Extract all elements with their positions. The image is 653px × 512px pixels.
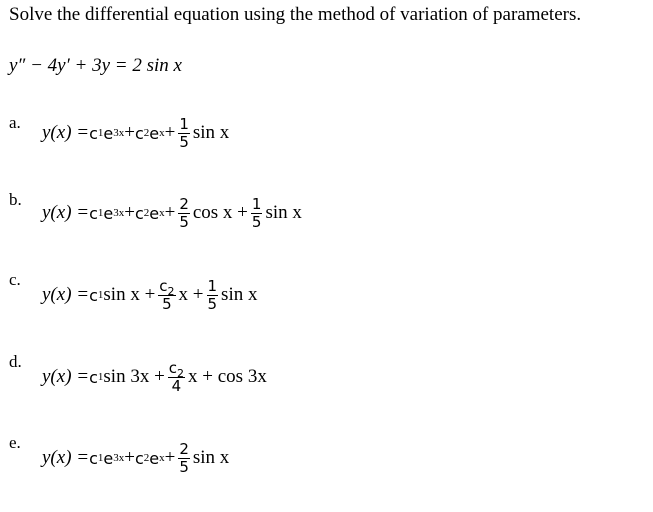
option-d-expression[interactable]: y(x) = c 1 sin 3x + $\frac{c_2}{4}$ x + cos 3x [42, 358, 267, 395]
c1: c [89, 285, 98, 305]
option-e-label[interactable]: e. [9, 433, 21, 452]
e1: e [103, 123, 114, 143]
numerator: $c_2$ [159, 276, 175, 298]
c2: c [134, 203, 144, 223]
plus: + [124, 447, 135, 468]
option-c-expression[interactable]: y(x) = c 1 sin x + $\frac{c_2}{5}$ x + $\frac{1}{5}$ sin x [42, 276, 258, 313]
c2: c [134, 448, 144, 468]
denominator: 5 [179, 132, 189, 151]
numerator: 1 [179, 114, 189, 133]
term: x + cos 3x [188, 366, 267, 387]
numerator: 2 [179, 194, 189, 213]
term: sin 3x + [103, 366, 165, 387]
fraction [178, 441, 190, 476]
c1: c [89, 123, 98, 143]
plus: + [124, 122, 135, 143]
c2: c [134, 123, 144, 143]
term: sin x [192, 447, 230, 468]
option-d-label[interactable]: d. [9, 352, 22, 371]
term: sin x [221, 284, 258, 305]
numerator: $c_2$ [168, 358, 185, 380]
option-a-expression[interactable]: y(x) = c 1 e 3x + c 2 e x + $\frac{1}{5}$ sin x [42, 114, 230, 151]
differential-equation: y″ − 4y′ + 3y = 2 sin x [9, 55, 182, 76]
lhs: y(x) = [42, 366, 90, 387]
option-c-label[interactable]: c. [9, 270, 21, 289]
denominator: 5 [162, 294, 172, 313]
c1: c [89, 448, 98, 468]
option-b-expression[interactable]: y(x) = c 1 e 3x + c 2 e x + $\frac{2}{5}$ cos x + $\frac{1}{5}$ sin x [42, 194, 302, 231]
lhs: y(x) = [42, 202, 90, 223]
e2: e [149, 448, 160, 468]
term: sin x [265, 202, 302, 223]
term: cos x + [192, 202, 248, 223]
denominator: 5 [207, 294, 218, 313]
term: sin x + [103, 284, 156, 305]
fraction [251, 196, 263, 231]
fraction [158, 278, 175, 313]
e2: e [149, 203, 160, 223]
question-text: Solve the differential equation using the method of variation of parameters. [9, 4, 582, 25]
plus: + [164, 122, 176, 143]
numerator: 1 [251, 194, 262, 213]
plus: + [164, 447, 176, 468]
c1: c [89, 203, 98, 223]
e2: e [149, 123, 160, 143]
fraction [168, 360, 185, 395]
denominator: 5 [179, 457, 189, 476]
lhs: y(x) = [42, 122, 90, 143]
term: sin x [192, 122, 230, 143]
e1: e [103, 203, 114, 223]
e1: e [103, 448, 114, 468]
numerator: 2 [179, 439, 189, 458]
term: x + [178, 284, 204, 305]
option-b-label[interactable]: b. [9, 190, 22, 209]
plus: + [124, 202, 135, 223]
fraction [178, 196, 190, 231]
lhs: y(x) = [42, 284, 90, 305]
c1: c [89, 367, 98, 387]
denominator: 4 [171, 376, 182, 395]
option-a-label[interactable]: a. [9, 113, 21, 132]
numerator: 1 [207, 276, 218, 295]
fraction [207, 278, 219, 313]
plus: + [164, 202, 176, 223]
lhs: y(x) = [42, 447, 90, 468]
fraction [178, 116, 190, 151]
denominator: 5 [179, 212, 189, 231]
denominator: 5 [251, 212, 262, 231]
option-e-expression[interactable]: y(x) = c 1 e 3x + c 2 e x + $\frac{2}{5}$ sin x [42, 439, 230, 476]
